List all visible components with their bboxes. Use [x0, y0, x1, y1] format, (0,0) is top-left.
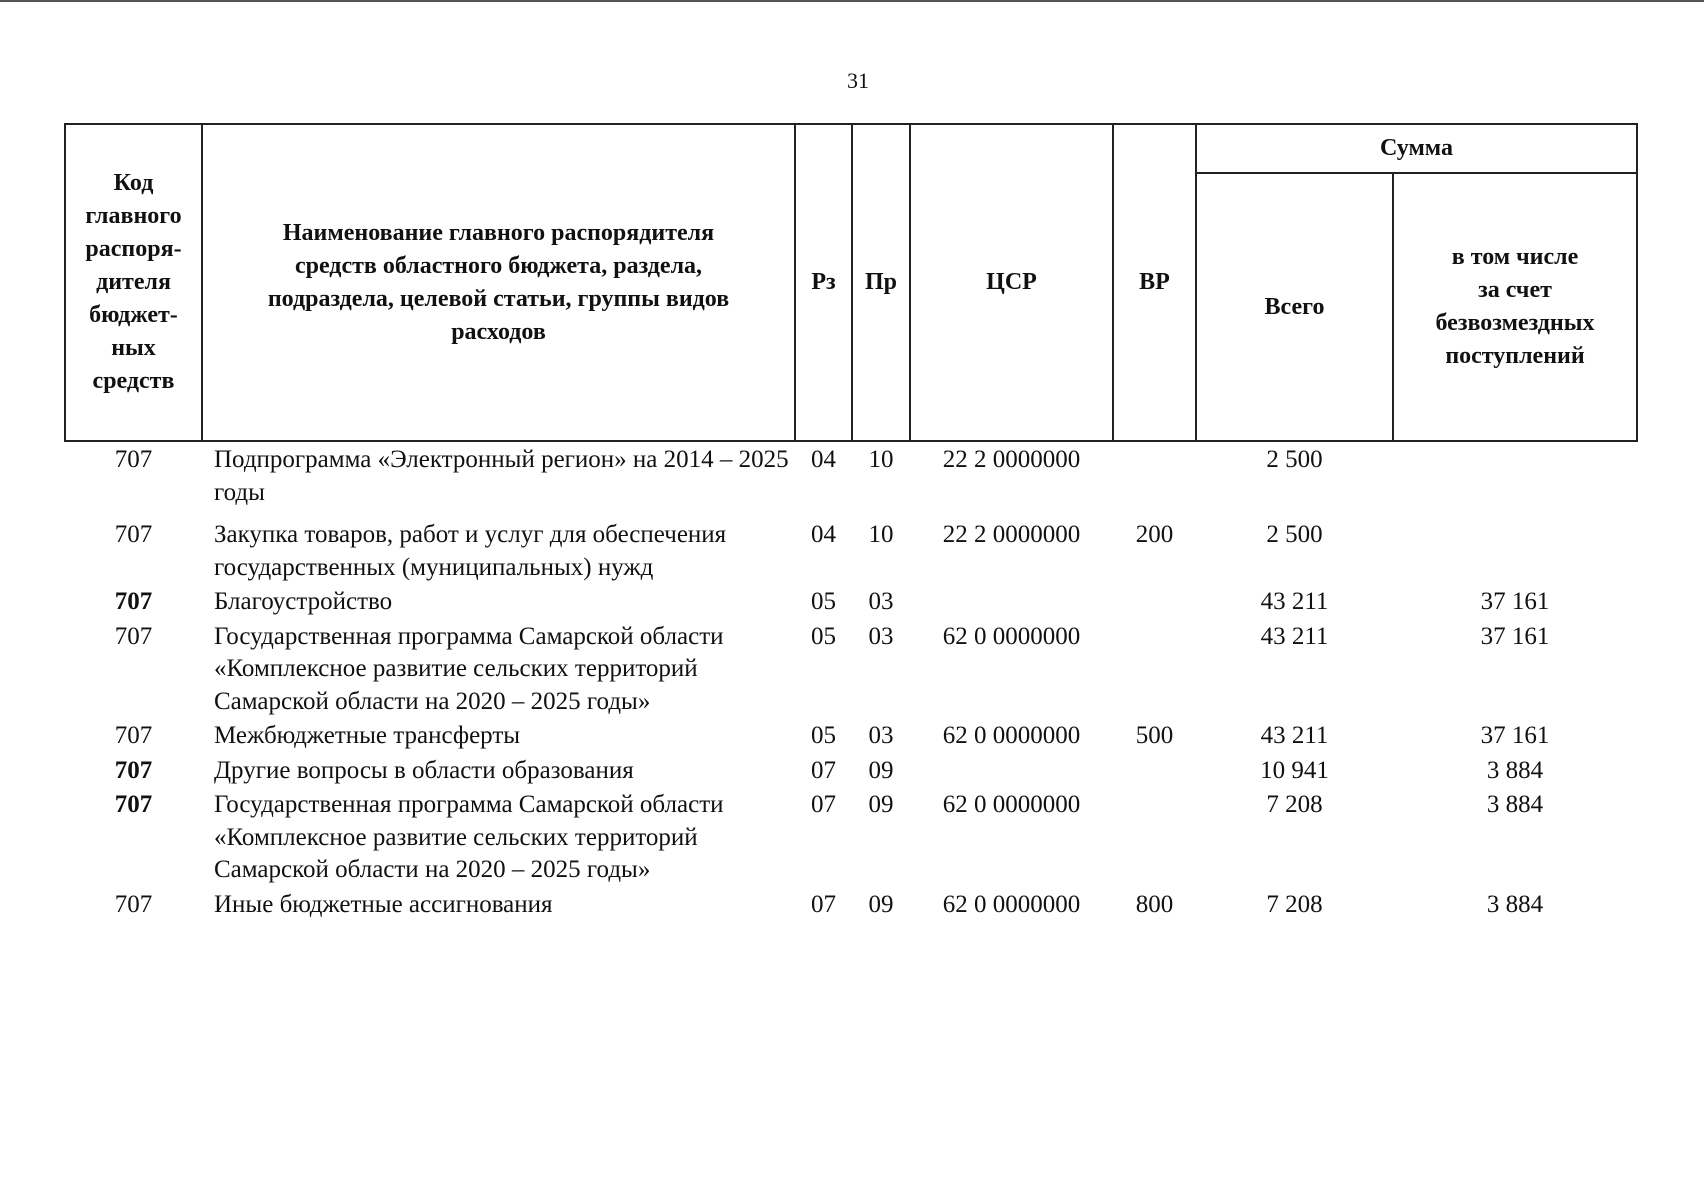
cell-total: 7 208	[1266, 791, 1323, 818]
header-total: Всего	[1196, 173, 1393, 441]
cell-pr: 09	[868, 756, 894, 784]
cell-code: 707	[114, 446, 153, 473]
table-row	[65, 753, 1637, 788]
cell-code: 707	[114, 622, 153, 650]
cell-gratis: 3 884	[1486, 791, 1544, 818]
cell-vr	[1113, 441, 1196, 517]
cell-pr: 09	[868, 791, 894, 818]
cell-csr	[910, 753, 1113, 788]
cell-rz: 04	[811, 521, 836, 548]
cell-vr: 800	[1135, 890, 1174, 918]
cell-rz: 04	[811, 446, 836, 473]
cell-pr: 10	[868, 521, 894, 548]
cell-total: 7 208	[1266, 890, 1323, 918]
cell-csr: 62 0 0000000	[942, 791, 1081, 818]
cell-rz: 07	[811, 756, 836, 784]
cell-total: 10 941	[1260, 756, 1329, 784]
cell-gratis: 37 161	[1480, 622, 1550, 650]
cell-pr: 03	[868, 722, 894, 749]
table-row	[65, 584, 1637, 619]
cell-gratis	[1393, 441, 1637, 517]
table-row	[65, 887, 1637, 922]
cell-total: 43 211	[1260, 588, 1329, 615]
header-pr: Пр	[852, 124, 910, 441]
cell-vr	[1113, 787, 1196, 887]
cell-rz: 05	[811, 588, 836, 615]
cell-rz: 07	[811, 890, 836, 918]
table-body	[65, 441, 1637, 921]
cell-code: 707	[114, 521, 153, 548]
cell-vr: 500	[1135, 722, 1174, 749]
cell-csr: 62 0 0000000	[942, 722, 1081, 749]
cell-csr	[910, 584, 1113, 619]
top-edge-line	[0, 0, 1704, 2]
cell-pr: 03	[868, 622, 894, 650]
cell-gratis: 3 884	[1486, 756, 1544, 784]
budget-table	[64, 123, 1638, 921]
table-row	[65, 787, 1637, 887]
cell-gratis: 37 161	[1480, 588, 1550, 615]
cell-gratis: 37 161	[1480, 722, 1550, 749]
header-vr: ВР	[1113, 124, 1196, 441]
cell-csr: 62 0 0000000	[942, 890, 1081, 918]
header-code: Код главного распоря- дителя бюджет- ных средств	[65, 124, 202, 441]
cell-gratis	[1393, 517, 1637, 584]
cell-name: Государственная программа Самарской области «Комплексное развитие сельских территорий Самарской области на 2020 – 2025 годы»	[214, 622, 724, 715]
table-row	[65, 718, 1637, 753]
cell-csr: 22 2 0000000	[942, 446, 1081, 473]
cell-total: 2 500	[1266, 521, 1323, 548]
cell-total: 43 211	[1260, 622, 1329, 650]
cell-name: Иные бюджетные ассигнования	[214, 890, 553, 918]
table-row	[65, 441, 1637, 517]
cell-total: 43 211	[1260, 722, 1329, 749]
cell-code: 707	[114, 588, 153, 615]
cell-name: Государственная программа Самарской области «Комплексное развитие сельских территорий Самарской области на 2020 – 2025 годы»	[214, 791, 724, 883]
cell-csr: 22 2 0000000	[942, 521, 1081, 548]
cell-vr	[1113, 619, 1196, 719]
header-name: Наименование главного распорядителя средств областного бюджета, раздела, подраздела, целевой статьи, группы видов расходов	[202, 124, 795, 441]
cell-pr: 09	[868, 890, 894, 918]
page-number: 31	[847, 68, 869, 93]
cell-gratis: 3 884	[1486, 890, 1544, 918]
cell-csr: 62 0 0000000	[942, 622, 1081, 650]
cell-name: Подпрограмма «Электронный регион» на 2014 – 2025 годы	[214, 446, 789, 506]
table-row	[65, 619, 1637, 719]
cell-name: Другие вопросы в области образования	[214, 756, 634, 784]
cell-name: Межбюджетные трансферты	[214, 722, 521, 749]
header-csr: ЦСР	[910, 124, 1113, 441]
cell-rz: 07	[811, 791, 836, 818]
cell-total: 2 500	[1266, 446, 1323, 473]
table-header	[65, 124, 1637, 441]
cell-pr: 10	[868, 446, 894, 473]
cell-rz: 05	[811, 722, 836, 749]
cell-code: 707	[114, 791, 153, 818]
header-sum: Сумма	[1196, 124, 1637, 173]
cell-rz: 05	[811, 622, 836, 650]
cell-code: 707	[114, 722, 153, 749]
header-gratis: в том числе за счет безвозмездных поступлений	[1393, 173, 1637, 441]
cell-vr	[1113, 584, 1196, 619]
cell-name: Благоустройство	[214, 588, 393, 615]
cell-vr	[1113, 753, 1196, 788]
header-rz: Рз	[795, 124, 852, 441]
cell-code: 707	[114, 890, 153, 918]
cell-name: Закупка товаров, работ и услуг для обеспечения государственных (муниципальных) нужд	[214, 521, 727, 581]
cell-vr: 200	[1135, 521, 1174, 548]
table-row	[65, 517, 1637, 584]
cell-pr: 03	[868, 588, 894, 615]
cell-code: 707	[114, 756, 153, 784]
